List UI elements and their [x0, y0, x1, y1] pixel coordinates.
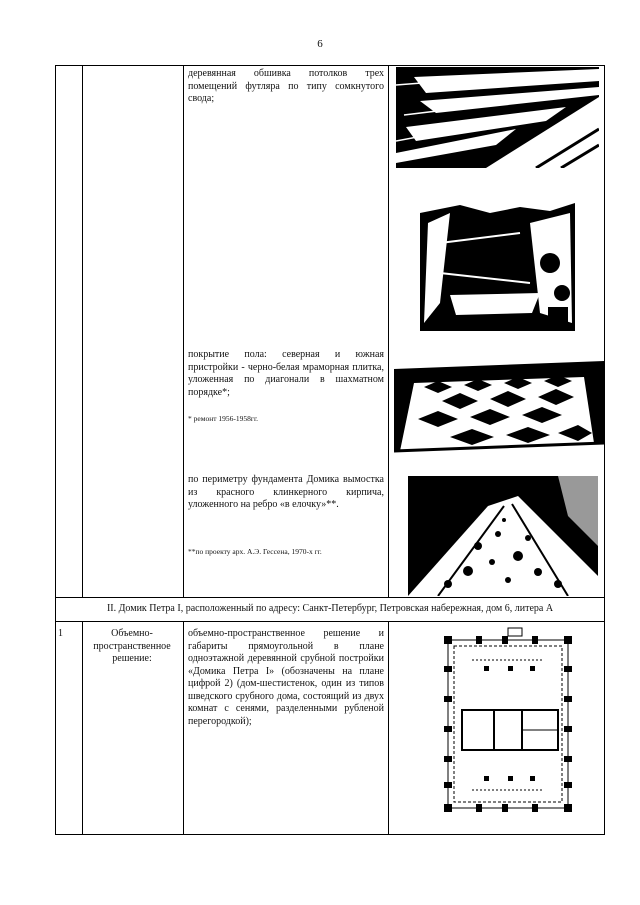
col-divider-1-bottom — [82, 621, 83, 834]
brick-paving-photo — [408, 476, 598, 596]
floor-plan-drawing — [432, 626, 582, 824]
foundation-footnote: **по проекту арх. А.Э. Гессена, 1970-х гг. — [188, 547, 322, 556]
col-divider-3-top — [388, 65, 389, 598]
ceiling-photo-1 — [396, 67, 599, 168]
floor-footnote: * ремонт 1956-1958гг. — [188, 414, 259, 423]
col-divider-2-top — [183, 65, 184, 598]
page-number: 6 — [317, 38, 323, 50]
table-border-left — [55, 65, 56, 835]
row-divider-heading-top — [55, 597, 605, 598]
col-divider-2-bottom — [183, 621, 184, 834]
col-divider-1-top — [82, 65, 83, 598]
checkerboard-floor-photo — [394, 347, 604, 463]
ceiling-description: деревянная обшивка потолков трех помещений футляра по типу сомкнутого свода; — [188, 68, 384, 104]
table-border-bottom — [55, 834, 605, 835]
row-name: Объемно-пространственное решение: — [93, 628, 171, 664]
row-number: 1 — [58, 628, 63, 639]
ceiling-photo-2 — [420, 183, 575, 331]
foundation-description: по периметру фундамента Домика вымостка из красного клинкерного кирпича, уложенного на ребро «в елочку»**. — [188, 474, 384, 510]
col-divider-3-bottom — [388, 621, 389, 834]
row-description: объемно-пространственное решение и габариты прямоугольной в плане одноэтажной деревянной срубной постройки «Домика Петра I» (обозначены на плане цифрой 2) (дом-шестистенок, один из типов шведского срубного дома, состоящий из двух комнат с сенями, разделенными рубленой перегородкой); — [188, 628, 384, 727]
section-heading: II. Домик Петра I, расположенный по адресу: Санкт-Петербург, Петровская набережная, дом 6, литера А — [106, 603, 554, 614]
floor-description: покрытие пола: северная и южная пристройки - черно-белая мраморная плитка, уложенная по диагонали в шахматном порядке*; — [188, 349, 384, 398]
row-divider-heading-bottom — [55, 621, 605, 622]
table-border-top — [55, 65, 605, 66]
table-border-right — [604, 65, 605, 835]
